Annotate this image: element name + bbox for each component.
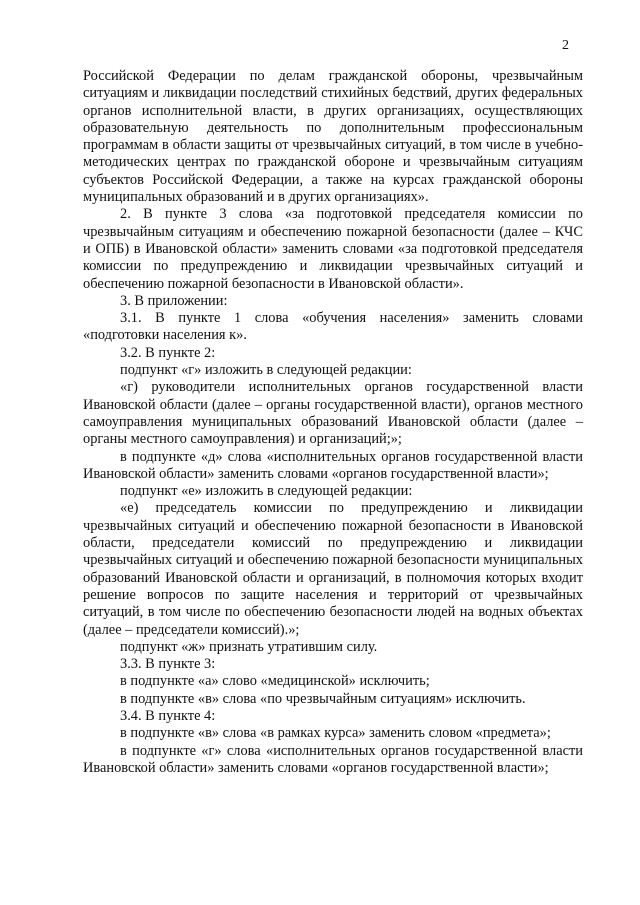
paragraph-item-3-3-a: в подпункте «а» слово «медицинской» исключить;	[120, 673, 430, 690]
paragraph-subitem-zh: подпункт «ж» признать утратившим силу.	[120, 638, 378, 655]
document-body	[83, 68, 583, 777]
paragraph-subitem-g-text: «г) руководители исполнительных органов государственной власти Ивановской области (далее – органы государственной власти), органов местного самоуправления муниципальных образований Ивановской области (далее – органы местного самоуправления) и организаций;»;	[83, 379, 583, 448]
paragraph-item-3-3-v: в подпункте «в» слова «по чрезвычайным ситуациям» исключить.	[120, 690, 526, 707]
paragraph-subitem-g-intro: подпункт «г» изложить в следующей редакции:	[120, 362, 412, 379]
paragraph-item-2: 2. В пункте 3 слова «за подготовкой председателя комиссии по чрезвычайным ситуациям и обеспечению пожарной безопасности (далее – КЧС и ОПБ) в Ивановской области» заменить словами «за подготовкой председателя комиссии по предупреждению и ликвидации чрезвычайных ситуаций и обеспечению пожарной безопасности в Ивановской области».	[83, 206, 583, 292]
paragraph-item-3-4-g: в подпункте «г» слова «исполнительных органов государственной власти Ивановской области» заменить словами «органов государственной власти»;	[83, 742, 583, 776]
paragraph-continuation: Российской Федерации по делам гражданской обороны, чрезвычайным ситуациям и ликвидации последствий стихийных бедствий, других федеральных органов исполнительной власти, в других организациях, осуществляющих образовательную деятельность по дополнительным профессиональным программам в области защиты от чрезвычайных ситуаций, в том числе в учебно-методических центрах по гражданской обороне и чрезвычайным ситуациям субъектов Российской Федерации, а также на курсах гражданской обороны муниципальных образований и в других организациях».	[83, 68, 583, 206]
paragraph-subitem-e-intro: подпункт «е» изложить в следующей редакции:	[120, 483, 413, 500]
paragraph-item-3-4-v: в подпункте «в» слова «в рамках курса» заменить словом «предмета»;	[120, 725, 551, 742]
page-number: 2	[562, 38, 569, 53]
paragraph-item-3-4: 3.4. В пункте 4:	[120, 707, 216, 724]
paragraph-item-3-2: 3.2. В пункте 2:	[120, 344, 216, 361]
paragraph-item-3-1: 3.1. В пункте 1 слова «обучения населения» заменить словами «подготовки населения к».	[83, 310, 583, 344]
paragraph-item-3-3: 3.3. В пункте 3:	[120, 656, 216, 673]
paragraph-subitem-d: в подпункте «д» слова «исполнительных органов государственной власти Ивановской области» заменить словами «органов государственной власти»;	[83, 448, 583, 482]
paragraph-item-3: 3. В приложении:	[120, 292, 228, 309]
paragraph-subitem-e-text: «е) председатель комиссии по предупреждению и ликвидации чрезвычайных ситуаций и обеспечению пожарной безопасности в Ивановской области, председатели комиссий по предупреждению и ликвидации чрезвычайных ситуаций и обеспечению пожарной безопасности муниципальных образований Ивановской области и организаций, в полномочия которых входит решение вопросов по защите населения и территорий от чрезвычайных ситуаций, в том числе по обеспечению безопасности людей на водных объектах (далее – председатели комиссий).»;	[83, 500, 583, 638]
